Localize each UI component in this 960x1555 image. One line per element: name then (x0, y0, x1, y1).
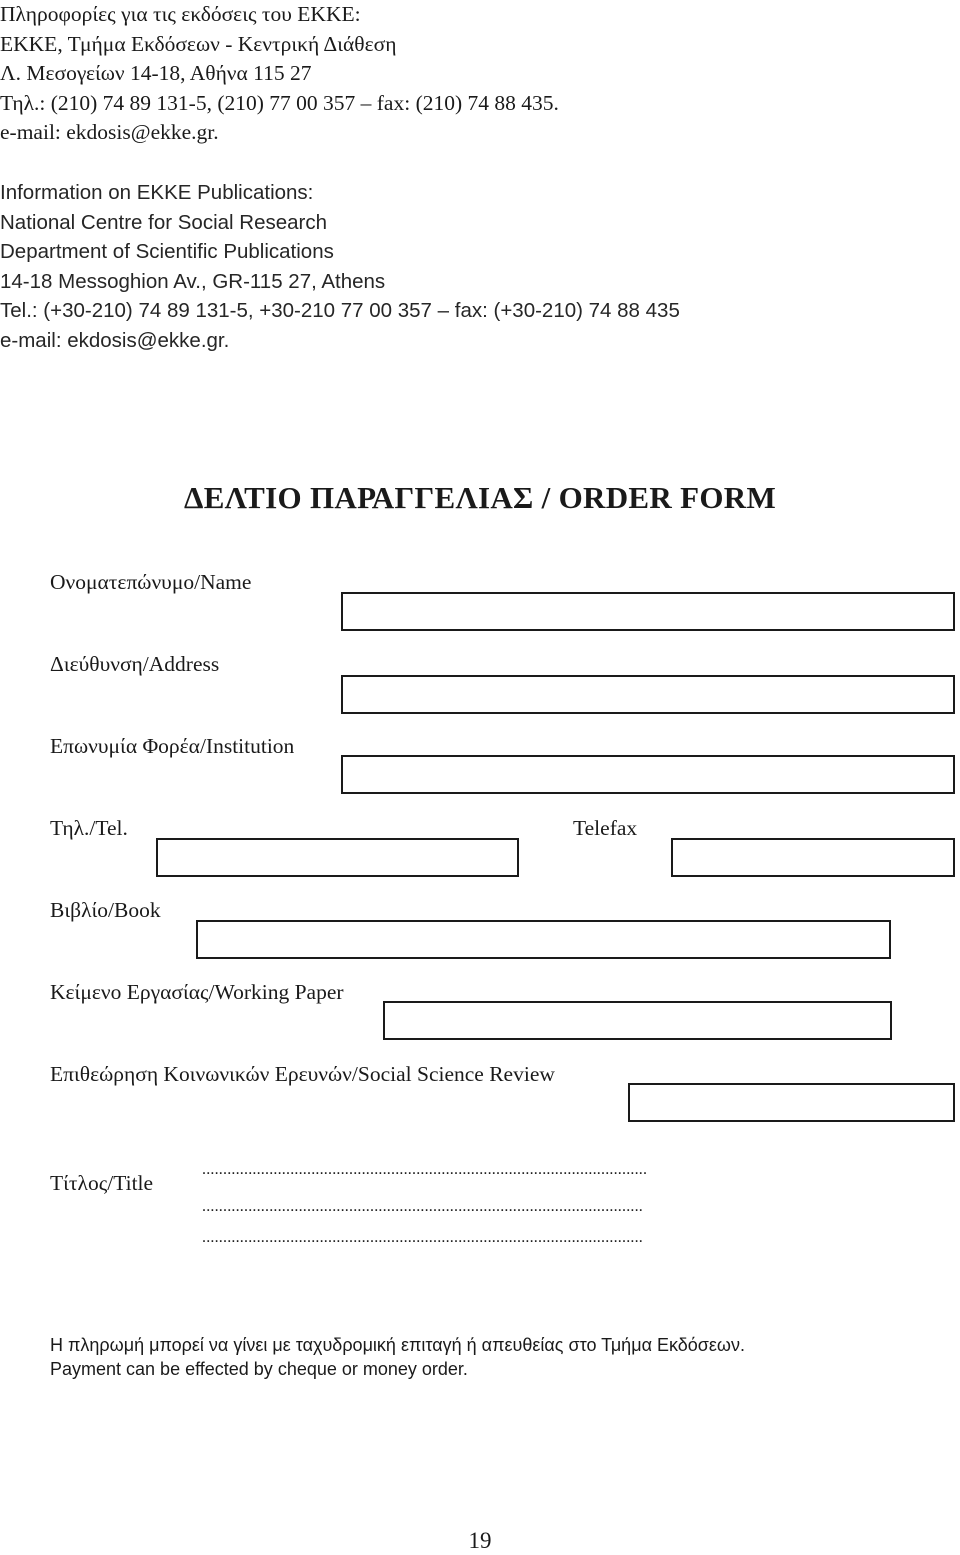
address-input[interactable] (341, 675, 955, 714)
english-info-line: Tel.: (+30-210) 74 89 131-5, +30-210 77 00 357 – fax: (+30-210) 74 88 435 (0, 299, 680, 322)
english-info-email: e-mail: ekdosis@ekke.gr. (0, 328, 230, 352)
greek-info-line: Πληροφορίες για τις εκδόσεις του ΕΚΚΕ: (0, 2, 361, 26)
english-info-line: Department of Scientific Publications (0, 240, 334, 263)
institution-label: Επωνυμία Φορέα/Institution (50, 734, 295, 758)
social-science-review-input[interactable] (628, 1083, 955, 1122)
english-contact-info (0, 178, 680, 355)
name-label: Ονοματεπώνυμο/Name (50, 570, 252, 594)
greek-info-line: Λ. Μεσογείων 14-18, Αθήνα 115 27 (0, 61, 312, 85)
institution-input[interactable] (341, 755, 955, 794)
address-label: Διεύθυνση/Address (50, 652, 220, 676)
telefax-label: Telefax (573, 816, 638, 840)
greek-info-line: Τηλ.: (210) 74 89 131-5, (210) 77 00 357 – fax: (210) 74 88 435. (0, 90, 559, 115)
payment-note-english: Payment can be effected by cheque or money order. (50, 1359, 468, 1379)
order-form-title: ΔΕΛΤΙΟ ΠΑΡΑΓΓΕΛΙΑΣ / ORDER FORM (183, 480, 777, 515)
tel-input[interactable] (156, 838, 519, 877)
title-dotted-line-1[interactable]: .......................................................................................................... (202, 1162, 648, 1178)
working-paper-label: Κείμενο Εργασίας/Working Paper (50, 980, 344, 1004)
title-dotted-line-3[interactable]: ......................................................................................................... (202, 1230, 643, 1246)
english-info-line: National Centre for Social Research (0, 210, 328, 234)
tel-label: Τηλ./Tel. (50, 816, 128, 840)
social-science-review-label: Επιθεώρηση Κοινωνικών Ερευνών/Social Science Review (50, 1062, 555, 1086)
english-info-line: Information on EKKE Publications: (0, 181, 314, 204)
greek-info-line: ΕΚΚΕ, Τμήμα Εκδόσεων - Κεντρική Διάθεση (0, 31, 397, 56)
page-number: 19 (468, 1528, 492, 1553)
telefax-input[interactable] (671, 838, 955, 877)
name-input[interactable] (341, 592, 955, 631)
book-label: Βιβλίο/Book (50, 898, 161, 922)
book-input[interactable] (196, 920, 891, 959)
english-info-line: 14-18 Messoghion Av., GR-115 27, Athens (0, 269, 386, 293)
payment-note-greek: Η πληρωμή μπορεί να γίνει με ταχυδρομική επιταγή ή απευθείας στο Τμήμα Εκδόσεων. (50, 1335, 745, 1355)
working-paper-input[interactable] (383, 1001, 892, 1040)
title-dotted-line-2[interactable]: ......................................................................................................... (202, 1199, 643, 1215)
greek-contact-info (0, 0, 559, 148)
title-label: Τίτλος/Title (50, 1171, 154, 1195)
greek-info-email: e-mail: ekdosis@ekke.gr. (0, 120, 219, 144)
